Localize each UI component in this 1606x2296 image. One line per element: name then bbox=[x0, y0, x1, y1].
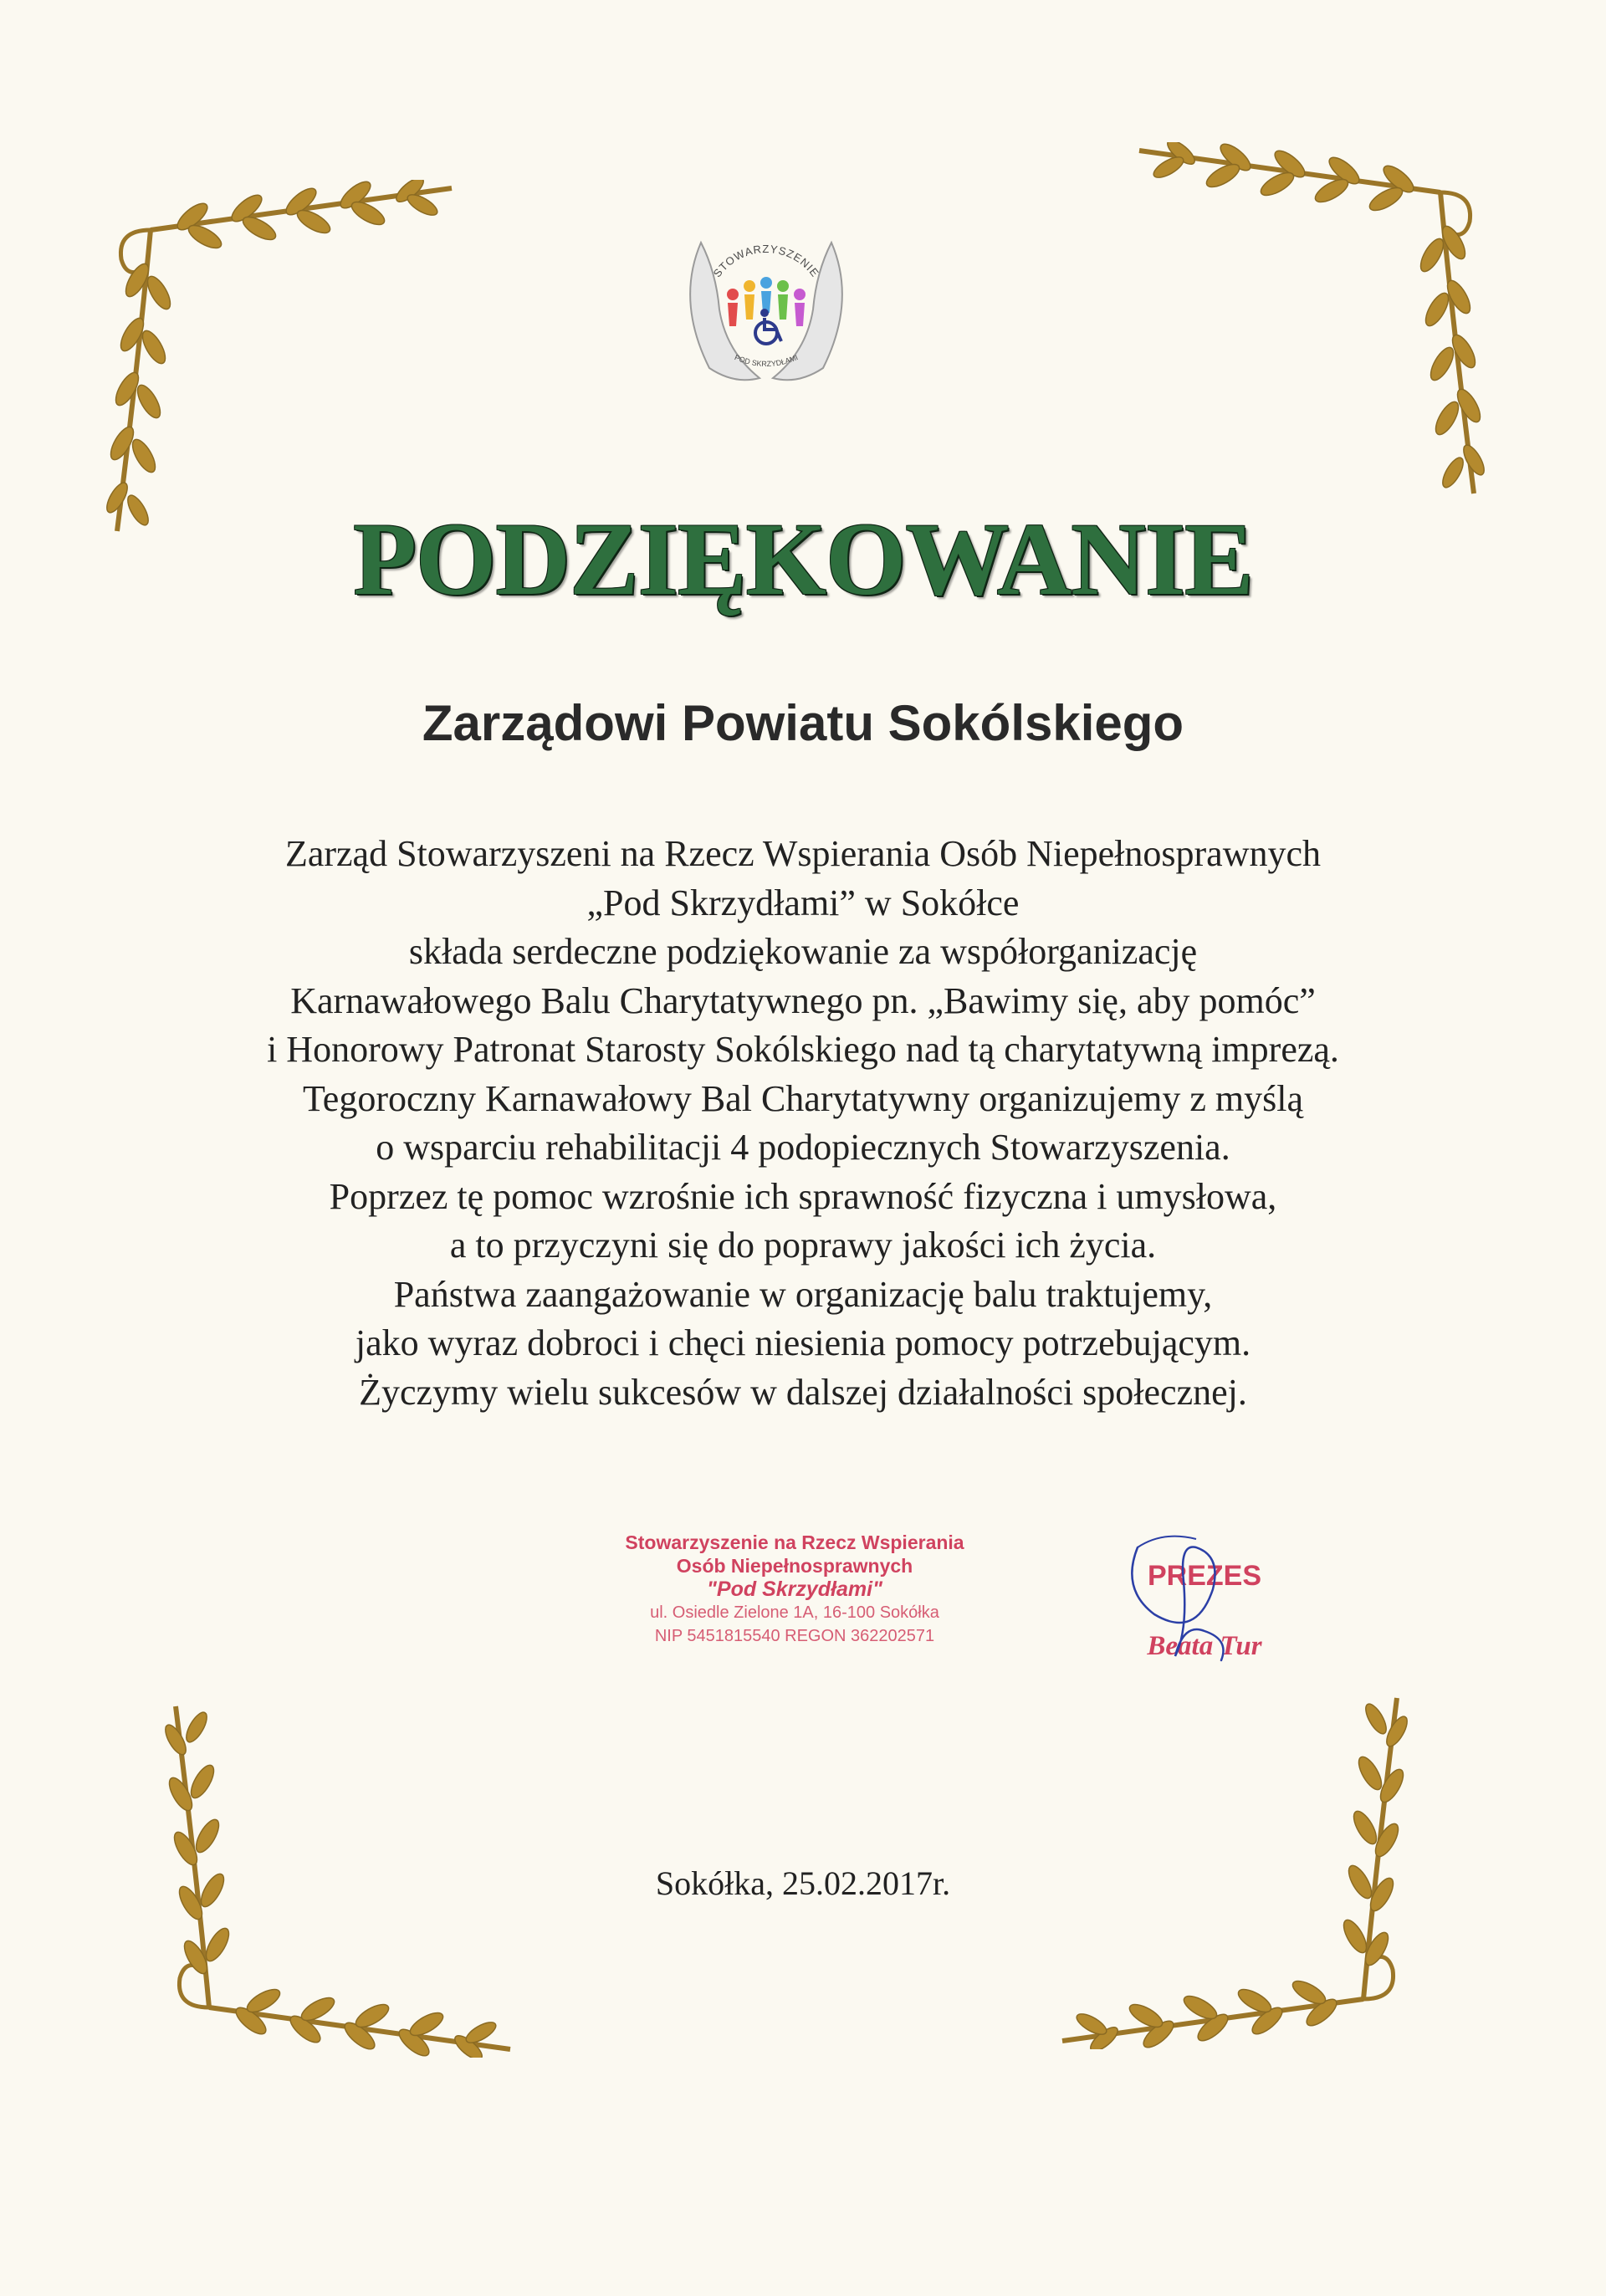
body-line: Poprzez tę pomoc wzrośnie ich sprawność fizyczna i umysłowa, bbox=[329, 1175, 1277, 1217]
body-line: składa serdeczne podziękowanie za współorganizację bbox=[408, 931, 1198, 972]
body-line: Tegoroczny Karnawałowy Bal Charytatywny organizujemy z myślą bbox=[303, 1077, 1303, 1119]
laurel-corner-top-right-icon bbox=[1123, 142, 1491, 510]
organization-stamp bbox=[577, 1531, 1012, 1648]
body-line: Zarząd Stowarzyszeni na Rzecz Wspierania Osób Niepełnosprawnych bbox=[284, 833, 1322, 874]
svg-text:STOWARZYSZENIE: STOWARZYSZENIE bbox=[710, 242, 822, 280]
stamp-line: "Pod Skrzydłami" bbox=[707, 1578, 882, 1601]
place-and-date: Sokółka, 25.02.2017r. bbox=[655, 1864, 951, 1902]
handwritten-signature-icon bbox=[1104, 1514, 1271, 1681]
page-title: PODZIĘKOWANIE bbox=[353, 502, 1253, 616]
body-line: o wsparciu rehabilitacji 4 podopiecznych Stowarzyszenia. bbox=[376, 1127, 1230, 1168]
body-line: i Honorowy Patronat Starosty Sokólskiego nad tą charytatywną imprezą. bbox=[267, 1029, 1339, 1070]
president-name: Beata Tur bbox=[1147, 1631, 1262, 1661]
stamp-line: Osób Niepełnosprawnych bbox=[676, 1555, 913, 1577]
body-line: a to przyczyni się do poprawy jakości ich życia. bbox=[449, 1225, 1157, 1266]
svg-text:POD SKRZYDŁAMI: POD SKRZYDŁAMI bbox=[733, 353, 800, 369]
stamp-line: Stowarzyszenie na Rzecz Wspierania bbox=[625, 1532, 964, 1553]
president-stamp-title: PREZES bbox=[1147, 1560, 1262, 1592]
signature-block bbox=[1087, 1514, 1305, 1681]
recipient-heading: Zarządowi Powiatu Sokólskiego bbox=[422, 695, 1184, 751]
body-line: „Pod Skrzydłami” w Sokółce bbox=[586, 882, 1020, 923]
body-line: Państwa zaangażowanie w organizację balu traktujemy, bbox=[393, 1273, 1213, 1315]
stamp-line: ul. Osiedle Zielone 1A, 16-100 Sokółka bbox=[650, 1603, 939, 1622]
association-logo bbox=[676, 226, 857, 390]
body-line: Karnawałowego Balu Charytatywnego pn. „Bawimy się, aby pomóc” bbox=[290, 979, 1316, 1021]
body-line: Życzymy wielu sukcesów w dalszej działalności społecznej. bbox=[359, 1371, 1247, 1413]
stamp-line: NIP 5451815540 REGON 362202571 bbox=[654, 1627, 935, 1645]
body-text bbox=[134, 830, 1472, 1417]
body-line: jako wyraz dobroci i chęci niesienia pomocy potrzebującym. bbox=[355, 1322, 1251, 1363]
laurel-corner-top-left-icon bbox=[100, 180, 468, 548]
